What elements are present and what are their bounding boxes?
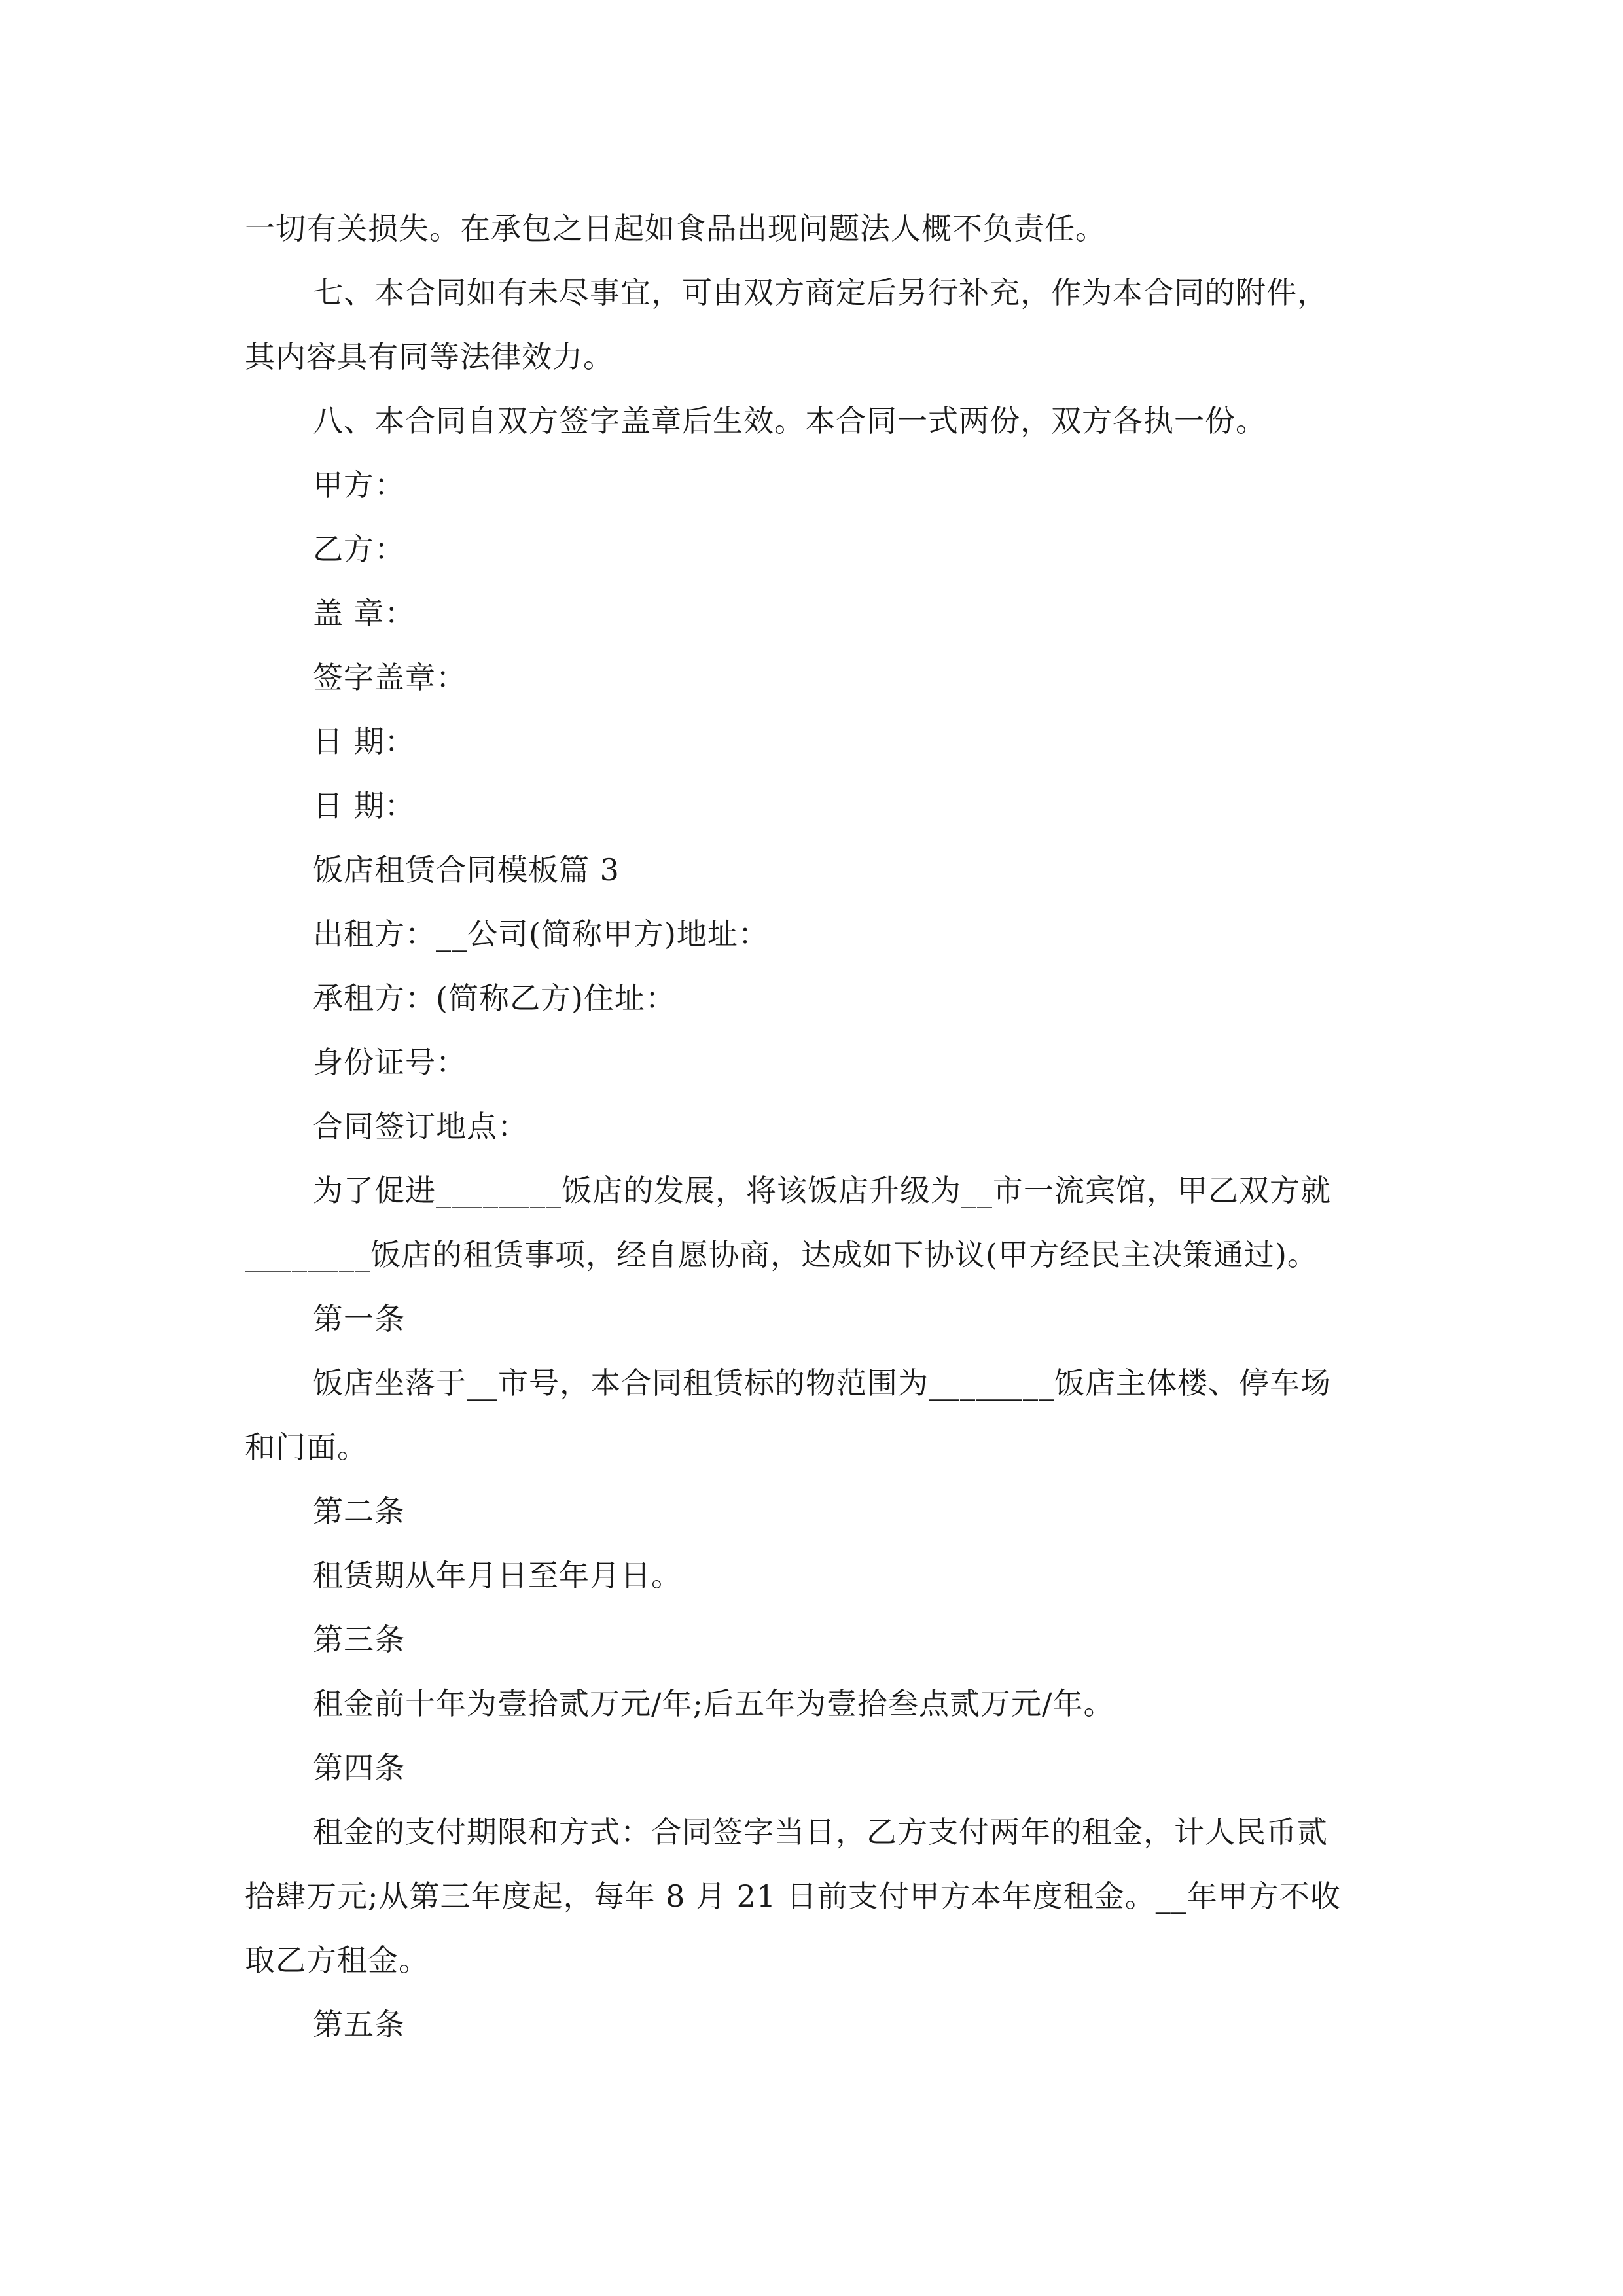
- article-heading: 第一条: [313, 1301, 405, 1336]
- article-heading: 第二条: [313, 1494, 405, 1529]
- date-label: 日 期：: [313, 724, 416, 759]
- lessee-field: 承租方：(简称乙方)住址：: [313, 980, 676, 1016]
- article-text: 租赁期从年月日至年月日。: [313, 1558, 682, 1593]
- article-text: 租金前十年为壹拾贰万元/年;后五年为壹拾叁点贰万元/年。: [313, 1686, 1115, 1721]
- document-body: [245, 196, 1397, 2056]
- article-text: 拾肆万元;从第三年度起，每年 8 月 21 日前支付甲方本年度租金。__年甲方不收: [245, 1878, 1341, 1914]
- article-text: 租金的支付期限和方式：合同签字当日，乙方支付两年的租金，计人民币贰: [313, 1814, 1328, 1850]
- article-heading: 第四条: [313, 1750, 405, 1785]
- id-number-field: 身份证号：: [313, 1045, 467, 1080]
- signing-place-field: 合同签订地点：: [313, 1109, 528, 1144]
- article-text: 饭店坐落于__市号，本合同租赁标的物范围为________饭店主体楼、停车场: [313, 1365, 1331, 1401]
- text-line: 一切有关损失。在承包之日起如食品出现问题法人概不负责任。: [245, 211, 1106, 246]
- preamble-text: ________饭店的租赁事项，经自愿协商，达成如下协议(甲方经民主决策通过)。: [245, 1237, 1318, 1272]
- article-text: 和门面。: [245, 1429, 368, 1465]
- section-title: 饭店租赁合同模板篇 3: [313, 852, 620, 888]
- clause-eight: 八、本合同自双方签字盖章后生效。本合同一式两份，双方各执一份。: [313, 403, 1266, 439]
- article-heading: 第五条: [313, 2007, 405, 2042]
- party-b-label: 乙方：: [313, 531, 405, 567]
- article-heading: 第三条: [313, 1622, 405, 1657]
- article-text: 取乙方租金。: [245, 1943, 429, 1978]
- party-a-label: 甲方：: [313, 467, 405, 503]
- seal-label: 盖 章：: [313, 596, 416, 631]
- signature-seal-label: 签字盖章：: [313, 660, 467, 695]
- preamble-text: 为了促进________饭店的发展，将该饭店升级为__市一流宾馆，甲乙双方就: [313, 1173, 1331, 1208]
- date-label: 日 期：: [313, 788, 416, 823]
- clause-seven: 七、本合同如有未尽事宜，可由双方商定后另行补充，作为本合同的附件，: [313, 275, 1328, 310]
- text-line: 其内容具有同等法律效力。: [245, 339, 614, 374]
- lessor-field: 出租方：__公司(简称甲方)地址：: [313, 916, 769, 952]
